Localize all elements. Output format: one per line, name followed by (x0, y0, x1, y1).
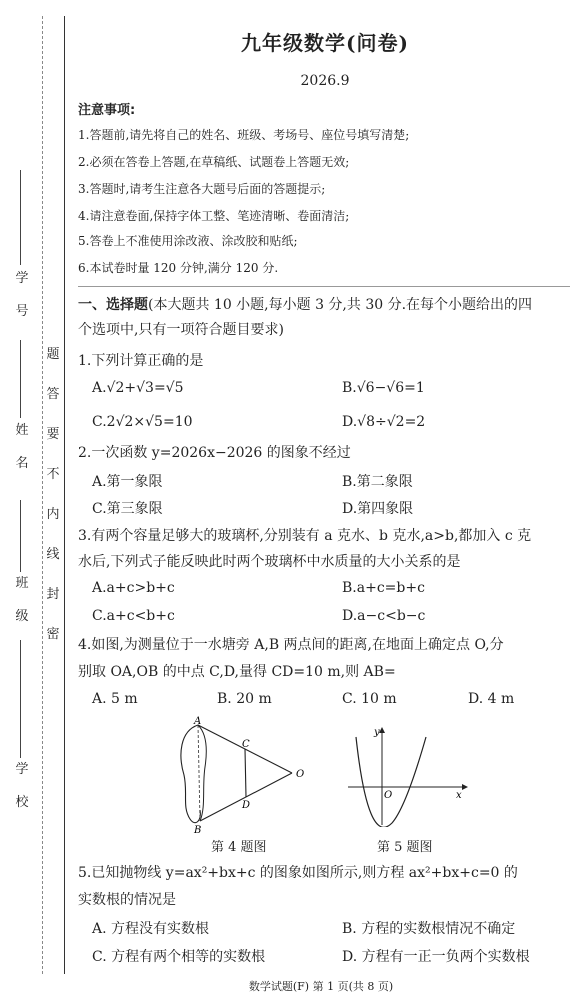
q4-option-a: A. 5 m (92, 691, 138, 707)
q2-option-c: C.第三象限 (92, 501, 163, 517)
q1-option-d: D.√8÷√2=2 (342, 414, 426, 430)
figure-5 (346, 727, 468, 827)
q2-option-a: A.第一象限 (92, 474, 163, 490)
q5-option-a: A. 方程没有实数根 (92, 921, 210, 937)
notice-item: 3.答题时,请考生注意各大题号后面的答题提示; (78, 182, 326, 196)
q3-option-a: A.a+c>b+c (92, 580, 175, 596)
q4-option-d: D. 4 m (468, 691, 515, 707)
binding-rule (64, 16, 65, 974)
fig5-label-y: y (374, 727, 380, 738)
q1-stem: 1.下列计算正确的是 (78, 353, 204, 369)
class-line[interactable] (20, 500, 21, 572)
student-id-line[interactable] (20, 170, 21, 265)
notice-item: 1.答题前,请先将自己的姓名、班级、考场号、座位号填写清楚; (78, 128, 410, 142)
q5-stem: 5.已知抛物线 y=ax²+bx+c 的图象如图所示,则方程 ax²+bx+c=0 的 (78, 865, 518, 881)
field-label-name: 姓 名 (15, 423, 29, 471)
fig4-label-a: A (194, 716, 202, 727)
seal-text: 题 答 要 不 内 线 封 密 (46, 347, 60, 642)
school-line[interactable] (20, 640, 21, 758)
page-footer: 数学试题(F) 第 1 页(共 8 页) (248, 980, 394, 993)
fig4-label-o: O (296, 769, 305, 780)
fig5-label-o: O (384, 790, 393, 801)
q4-option-b: B. 20 m (217, 691, 272, 707)
q5-option-c: C. 方程有两个相等的实数根 (92, 949, 266, 965)
fig4-label-d: D (242, 800, 251, 811)
notice-heading: 注意事项: (78, 103, 136, 118)
field-label-class: 班 级 (15, 576, 29, 624)
figure-4-caption: 第 4 题图 (211, 840, 267, 855)
field-label-student-id: 学 号 (15, 271, 29, 319)
notice-item: 5.答卷上不准使用涂改液、涂改胶和贴纸; (78, 234, 298, 248)
q2-stem: 2.一次函数 y=2026x−2026 的图象不经过 (78, 445, 351, 461)
section-heading: 一、选择题(本大题共 10 小题,每小题 3 分,共 30 分.在每个小题给出的四 (78, 297, 533, 313)
q5-stem-cont: 实数根的情况是 (78, 892, 176, 908)
exam-date: 2026.9 (300, 73, 350, 89)
figure-4 (170, 715, 315, 837)
divider (78, 286, 570, 287)
q3-stem: 3.有两个容量足够大的玻璃杯,分别装有 a 克水、b 克水,a>b,都加入 c 克 (78, 528, 532, 544)
fig5-label-x: x (456, 790, 462, 801)
notice-item: 2.必须在答卷上答题,在草稿纸、试题卷上答题无效; (78, 155, 350, 169)
q5-option-b: B. 方程的实数根情况不确定 (342, 921, 516, 937)
q3-option-b: B.a+c=b+c (342, 580, 425, 596)
fig4-label-b: B (194, 825, 202, 836)
q2-option-d: D.第四象限 (342, 501, 414, 517)
q4-option-c: C. 10 m (342, 691, 397, 707)
name-line[interactable] (20, 340, 21, 418)
q3-option-c: C.a+c<b+c (92, 608, 175, 624)
q4-stem-cont: 别取 OA,OB 的中点 C,D,量得 CD=10 m,则 AB= (78, 664, 396, 680)
seal-dashed-line (42, 16, 43, 974)
q4-stem: 4.如图,为测量位于一水塘旁 A,B 两点间的距离,在地面上确定点 O,分 (78, 637, 504, 653)
q3-option-d: D.a−c<b−c (342, 608, 426, 624)
q2-option-b: B.第二象限 (342, 474, 413, 490)
q1-option-a: A.√2+√3=√5 (92, 380, 184, 396)
q5-option-d: D. 方程有一正一负两个实数根 (342, 949, 530, 965)
field-label-school: 学 校 (15, 762, 29, 810)
notice-item: 4.请注意卷面,保持字体工整、笔迹清晰、卷面清洁; (78, 209, 350, 223)
figure-5-caption: 第 5 题图 (377, 840, 433, 855)
q1-option-b: B.√6−√6=1 (342, 380, 425, 396)
q1-option-c: C.2√2×√5=10 (92, 414, 193, 430)
notice-item: 6.本试卷时量 120 分钟,满分 120 分. (78, 261, 279, 275)
fig4-label-c: C (242, 739, 250, 750)
q3-stem-cont: 水后,下列式子能反映此时两个玻璃杯中水质量的大小关系的是 (78, 554, 461, 570)
section-desc: 个选项中,只有一项符合题目要求) (78, 322, 284, 338)
page-title: 九年级数学(问卷) (241, 31, 409, 55)
